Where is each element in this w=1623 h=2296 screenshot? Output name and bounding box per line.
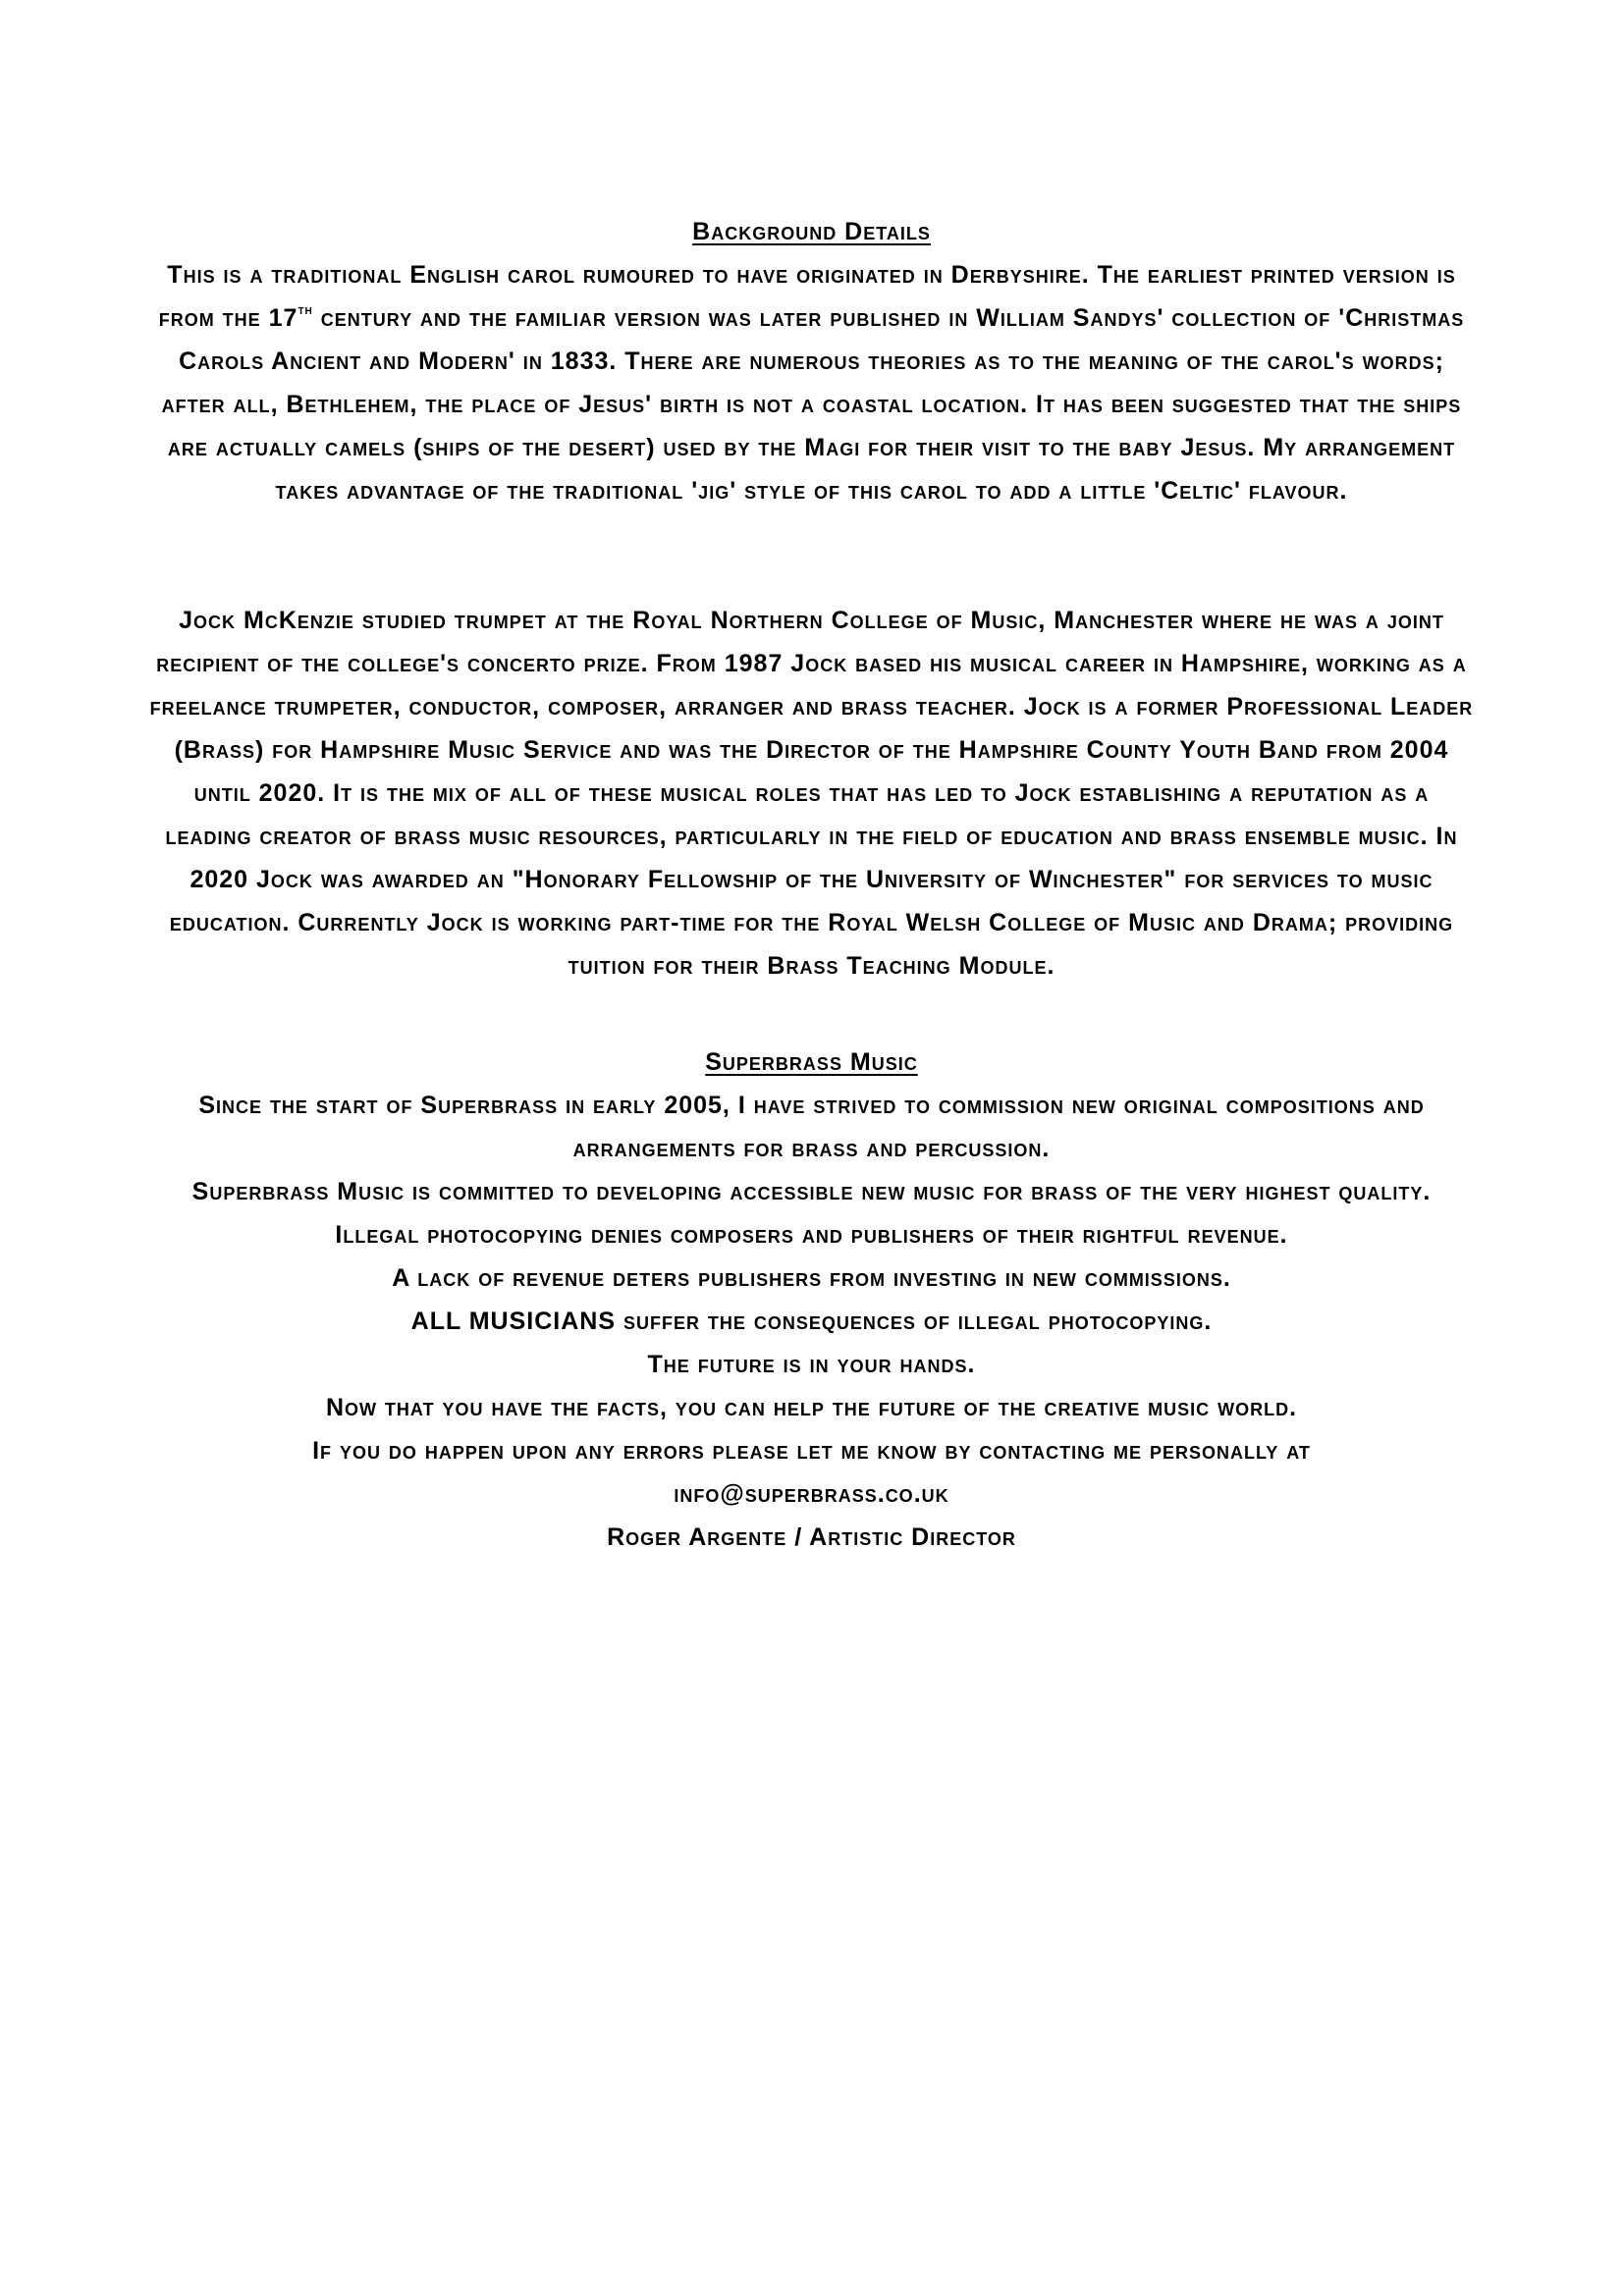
- biography-section: [147, 599, 1476, 988]
- contact-email: info@superbrass.co.uk: [674, 1480, 949, 1508]
- superbrass-line-3: Illegal photocopying denies composers and publishers of their rightful revenue.: [335, 1221, 1288, 1249]
- background-text-superscript: th: [298, 301, 313, 317]
- signature: Roger Argente / Artistic Director: [607, 1523, 1016, 1551]
- superbrass-line-1: Since the start of Superbrass in early 2005, I have strived to commission new original compositions and arrangements for brass and percussion.: [198, 1092, 1425, 1162]
- background-section: [147, 210, 1476, 512]
- superbrass-line-7: Now that you have the facts, you can help the future of the creative music world.: [325, 1394, 1298, 1421]
- superbrass-line-4: A lack of revenue deters publishers from investing in new commissions.: [392, 1264, 1231, 1292]
- superbrass-line-6: The future is in your hands.: [647, 1351, 976, 1378]
- biography-paragraph: Jock McKenzie studied trumpet at the Royal Northern College of Music, Manchester where he was a joint recipient of the college's concerto prize. From 1987 Jock based his musical career in Hampshire, working as a freelance trumpeter, conductor, composer, arranger and brass teacher. Jock is a former Professional Leader (Brass) for Hampshire Music Service and was the Director of the Hampshire County Youth Band from 2004 until 2020. It is the mix of all of these musical roles that has led to Jock establishing a reputation as a leading creator of brass music resources, particularly in the field of education and brass ensemble music. In 2020 Jock was awarded an "Honorary Fellowship of the University of Winchester" for services to music education. Currently Jock is working part-time for the Royal Welsh College of Music and Drama; providing tuition for their Brass Teaching Module.: [149, 607, 1474, 980]
- background-text-part2: century and the familiar version was later published in William Sandys' collection of 'Christmas Carols Ancient and Modern' in 1833. There are numerous theories as to the meaning of the carol's words; after all, Bethlehem, the place of Jesus' birth is not a coastal location. It has been suggested that the ships are actually camels (ships of the desert) used by the Magi for their visit to the baby Jesus. My arrangement takes advantage of the traditional 'jig' style of this carol to add a little 'Celtic' flavour.: [161, 304, 1465, 505]
- superbrass-line-5: [147, 1300, 1476, 1343]
- superbrass-section: [147, 1041, 1476, 1559]
- superbrass-line-5-rest: suffer the consequences of illegal photocopying.: [616, 1308, 1213, 1335]
- background-paragraph: [147, 253, 1476, 512]
- superbrass-heading: Superbrass Music: [705, 1048, 918, 1076]
- superbrass-line-8: If you do happen upon any errors please let me know by contacting me personally at: [312, 1437, 1311, 1465]
- superbrass-line-2: Superbrass Music is committed to developing accessible new music for brass of the very highest quality.: [191, 1178, 1432, 1205]
- all-musicians-emphasis: ALL MUSICIANS: [410, 1308, 617, 1335]
- background-text-part1: This is a traditional English carol rumoured to have originated in Derbyshire. The earliest printed version is from the 17: [158, 261, 1456, 332]
- background-heading: Background Details: [692, 218, 931, 245]
